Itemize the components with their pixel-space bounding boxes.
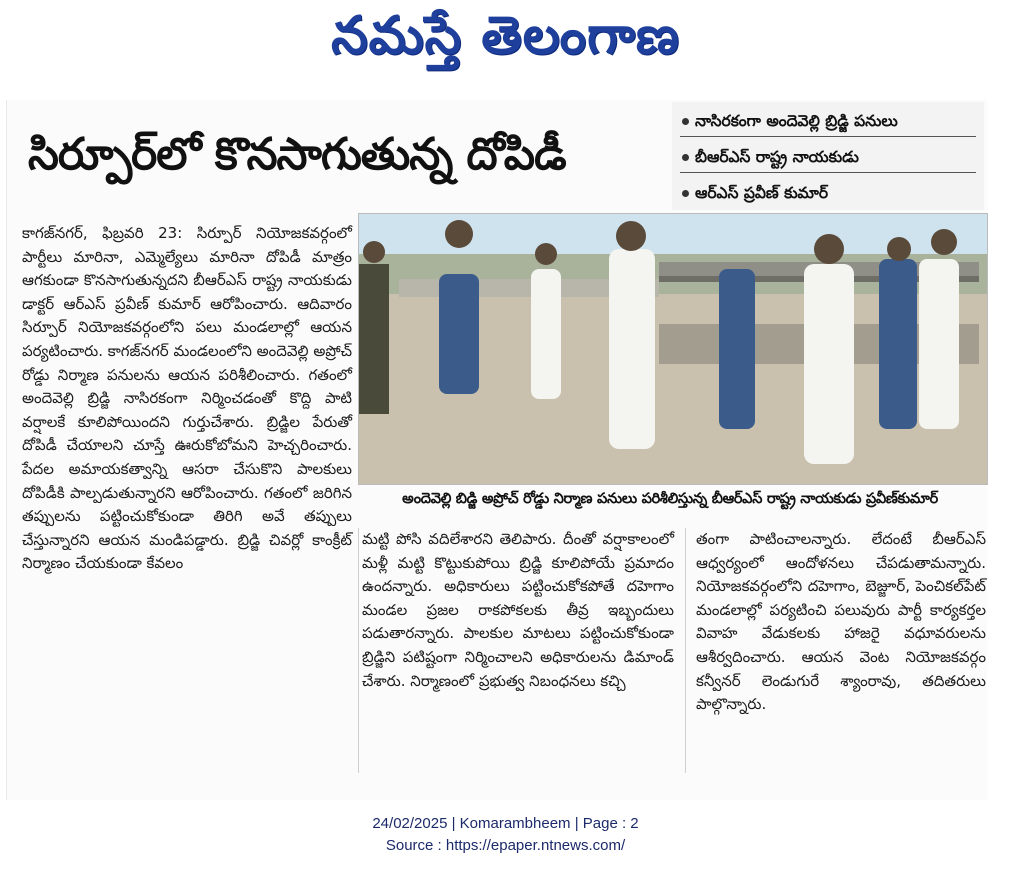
- bullet-dot-icon: [682, 190, 689, 197]
- bullet-item: [682, 110, 898, 132]
- bullet-dot-icon: [682, 154, 689, 161]
- bullet-text: బీఆర్‌ఎస్ రాష్ట్ర నాయకుడు: [695, 148, 859, 166]
- article-column-3: [696, 528, 986, 717]
- bridge-inspection-photo: [359, 214, 987, 484]
- newspaper-masthead: నమస్తే తెలంగాణ: [331, 6, 680, 66]
- column-text: మట్టి పోసి వదిలేశారని తెలిపారు. దీంతో వర్షాకాలంలో మళ్లీ మట్టి కొట్టుకుపోయి బ్రిడ్జి కూలిపోయే ప్రమాదం ఉందన్నారు. అధికారులు పట్టించుకోకపోతే దహెగాం మండల ప్రజల రాకపోకలకు తీవ్ర ఇబ్బందులు పడుతారన్నారు. పాలకుల మాటలు పట్టించుకోకుండా బ్రిడ్జిని పటిష్టంగా నిర్మించాలని అధికారులను డిమాండ్ చేశారు. నిర్మాణంలో ప్రభుత్వ నిబంధనలు కచ్చి: [362, 530, 674, 690]
- article-headline: సిర్పూర్‌లో కొనసాగుతున్న దోపిడీ: [28, 129, 566, 180]
- column-text: తంగా పాటించాలన్నారు. లేదంటే బీఆర్‌ఎస్ ఆధ్వర్యంలో ఆందోళనలు చేపడుతామన్నారు. నియోజకవర్గంలోని దహెగాం, బెజ్జూర్, పెంచికల్‌పేట్ మండలాల్లో పర్యటించి పలువురు పార్టీ కార్యకర్తల వివాహ వేడుకలకు హాజరై వధూవరులను ఆశీర్వదించారు. ఆయన వెంట నియోజకవర్గం కన్వీనర్ లెండుగురే శ్యాంరావు, తదితరులు పాల్గొన్నారు.: [696, 530, 986, 714]
- bullet-text: నాసిరకంగా అందెవెల్లి బ్రిడ్జి పనులు: [695, 112, 898, 130]
- footer-source: Source : https://epaper.ntnews.com/: [385, 837, 626, 854]
- bullet-item: [682, 182, 828, 204]
- bullet-dot-icon: [682, 118, 689, 125]
- bullet-text: ఆర్‌ఎస్ ప్రవీణ్ కుమార్: [695, 184, 829, 202]
- divider: [680, 172, 976, 173]
- footer-date-edition: 24/02/2025 | Komarambheem | Page : 2: [372, 815, 639, 832]
- headline-bullets: [672, 102, 984, 210]
- article-column-2: [362, 528, 674, 693]
- photo-caption: అందెవెల్లి బిడ్జి అప్రోచ్ రోడ్డు నిర్మాణ పనులు పరిశీలిస్తున్న బీఆర్‌ఎస్ రాష్ట్ర నాయకుడు ప్రవీణ్‌కుమార్: [402, 491, 938, 507]
- article-column-1: [22, 222, 352, 576]
- news-photo: [358, 213, 988, 485]
- column-divider: [358, 528, 359, 773]
- divider: [680, 136, 976, 137]
- column-divider: [685, 528, 686, 773]
- column-text: కాగజ్‌నగర్, ఫిబ్రవరి 23: సిర్పూర్ నియోజకవర్గంలో పార్టీలు మారినా, ఎమ్మెల్యేలు మారినా దోపిడీ మాత్రం ఆగకుండా కొనసాగుతున్నదని బీఆర్‌ఎస్ రాష్ట్ర నాయకుడు డాక్టర్ ఆర్‌ఎస్ ప్రవీణ్ కుమార్ ఆరోపించారు. ఆదివారం సిర్పూర్ నియోజకవర్గంలోని పలు మండలాల్లో ఆయన పర్యటించారు. కాగజ్‌నగర్ మండలంలోని అందెవెల్లి అప్రోచ్ రోడ్డు నిర్మాణ పనులను ఆయన పరిశీలించారు. గతంలో అందెవెల్లి బ్రిడ్జి నాసిరకంగా నిర్మించడంతో కొద్ది పాటి వర్షాలకే కూలిపోయిందని గుర్తుచేశారు. బ్రిడ్జిల పేరుతో దోపిడీ చేయాలని చూస్తే ఊరుకోబోమని హెచ్చరించారు. పేదల అమాయకత్వాన్ని ఆసరా చేసుకొని పాలకులు దోపిడీకి పాల్పడుతున్నారని ఆరోపించారు. గతంలో జరిగిన తప్పులను పట్టించుకోకుండా తిరిగి అవే తప్పులు చేస్తున్నారని ఆయన మండిపడ్డారు. బ్రిడ్జి చివర్లో కాంక్రీట్ నిర్మాణం చేయకుండా కేవలం: [22, 224, 352, 573]
- bullet-item: [682, 146, 859, 168]
